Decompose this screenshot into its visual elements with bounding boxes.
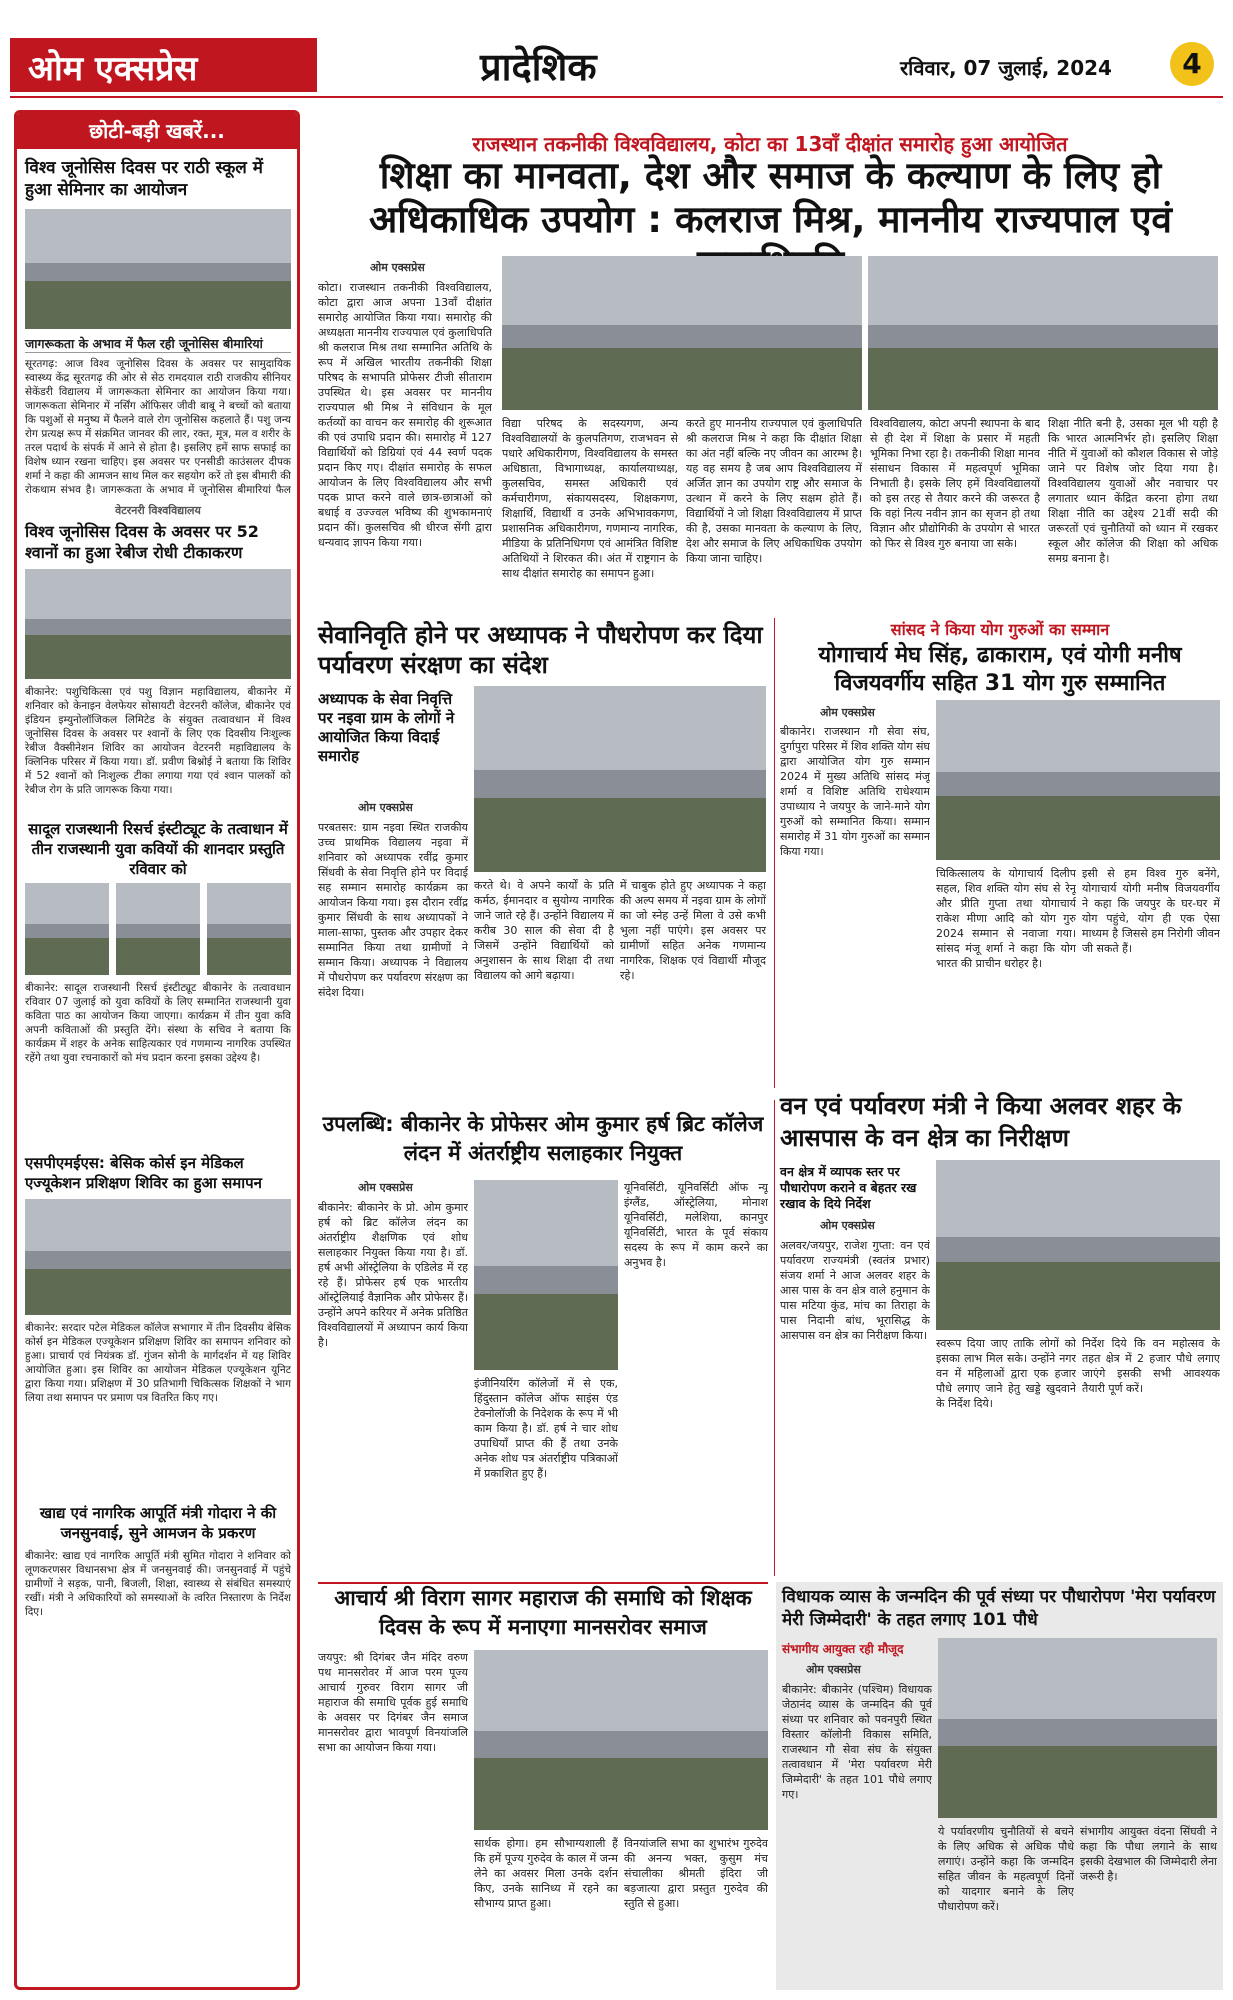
- teacher-col-1: परबतसर: ग्राम नइवा स्थित राजकीय उच्च प्राथमिक विद्यालय नइवा में शनिवार को अध्यापक रवींद्र कुमार सिंधवी के सेवा निवृत्ति होने पर विदाई सह सम्मान समारोह कार्यक्रम का आयोजन किया गया। इस दौरान रवींद्र कुमार सिंधवी के साथ अध्यापकों ने माला-साफा, पुस्तक और उपहार देकर सम्मानित किया तथा ग्रामीणों ने सम्मान किया। अध्यापक ने विद्यालय में पौधरोपण कर पर्यावरण संरक्षण का संदेश दिया।: [318, 821, 468, 999]
- s5-headline: खाद्य एवं नागरिक आपूर्ति मंत्री गोदारा ने की जनसुनवाई, सुने आमजन के प्रकरण: [39, 1504, 277, 1542]
- s4-photo: [25, 1199, 291, 1315]
- london-headline: उपलब्धि: बीकानेर के प्रोफेसर ओम कुमार हर्ष ब्रिट कॉलेज लंदन में अंतर्राष्ट्रीय सलाहकार नियुक्त: [322, 1112, 764, 1165]
- s3-text: बीकानेर: सादूल राजस्थानी रिसर्च इंस्टीट्यूट बीकानेर के तत्वावधान रविवार 07 जुलाई को युवा कवियों के लिए सम्मानित राजस्थानी युवा कविता पाठ का आयोजन किया जाएगा। कार्यक्रम में तीन युवा कवि अपनी कविताओं की प्रस्तुति देंगे। संस्था के सचिव ने बताया कि कार्यक्रम में शहर के अनेक साहित्यकार एवं गणमान्य नागरिक उपस्थित रहेंगे तथा युवा रचनाकारों को मंच प्रदान करना इसका उद्देश्य है।: [25, 982, 291, 1064]
- london-col-1: बीकानेर: बीकानेर के प्रो. ओम कुमार हर्ष को ब्रिट कॉलेज लंदन का अंतर्राष्ट्रीय शैक्षणिक एवं शोध सलाहकार नियुक्त किया गया है। डॉ. हर्ष अभी ऑस्ट्रेलिया के एडिलेड में रह रहे हैं। प्रोफेसर हर्ष एक भारतीय ऑस्ट्रेलियाई वैज्ञानिक और प्रोफेसर हैं। उन्होंने अपने करियर में अनेक प्रतिष्ठित विश्वविद्यालयों में अध्यापन कार्य किया है।: [318, 1201, 468, 1349]
- lead-col-4: विश्वविद्यालय, कोटा अपनी स्थापना के बाद से ही देश में शिक्षा के प्रसार में महती भूमिका निभा रहा है। तकनीकी शिक्षा मानव संसाधन विकास में महत्वपूर्ण भूमिका निभाती है। इसके लिए हमें विश्वविद्यालयों को इस तरह से तैयार करने की जरूरत है कि वहां नित्य नवीन ज्ञान का सृजन हो तथा विज्ञान और प्रौद्योगिकी के उपयोग से भारत को फिर से विश्व गुरु बनाया जा सके।: [870, 417, 1040, 550]
- lead-col-2: विद्या परिषद के सदस्यगण, अन्य विश्वविद्यालयों के कुलपतिगण, राजभवन से पधारे अधिकारीगण, विश्वविद्यालय के समस्त अधिष्ठाता, विभागाध्यक्ष, कार्यालयाध्यक्ष, कुलसचिव, समस्त अधिकारी एवं कर्मचारीगण, संकायसदस्य, शिक्षकगण, शिक्षार्थि, विद्यार्थी व उनके अभिभावकगण, प्रशासनिक अधिकारीगण, गणमान्य नागरिक, मीडिया के प्रतिनिधिगण एवं आमंत्रित विशिष्ट अतिथियों ने शिरकत की। अंत में राष्ट्रगान के साथ दीक्षांत समारोह का समापन हुआ।: [502, 417, 678, 580]
- page-number: 4: [1170, 42, 1214, 86]
- s1-text: सूरतगढ़: आज विश्व जूनोसिस दिवस के अवसर पर सामुदायिक स्वास्थ्य केंद्र सूरतगढ़ की ओर से सेठ रामदयाल राठी राजकीय सीनियर सेकेंडरी विद्यालय में जागरूकता सेमिनार का आयोजन किया गया। जागरूकता सेमिनार में नर्सिंग ऑफिसर जीवी बाबू ने बच्चों को बताया कि पशुओं से मनुष्य में फैलने वाले रोग जूनोसिस कहलाते हैं। पशु जन्य रोग प्रत्यक्ष रूप में संक्रमित जानवर की लार, रक्त, मूत्र, मल व शरीर के तरल पदार्थ के संपर्क में आने से होता है। इसलिए हमें साफ सफाई का विशेष ध्यान रखना चाहिए। इस अवसर पर एनसीडी काउंसलर दीपक शर्मा ने कहा की आमजन साथ मिल कर सहयोग करें तो इस बीमारी की रोकथाम संभव है। जागरूकता के अभाव में जूनोसिस बीमारियां फैल: [25, 358, 291, 496]
- s5-text: बीकानेर: खाद्य एवं नागरिक आपूर्ति मंत्री सुमित गोदारा ने शनिवार को लूणकरणसर विधानसभा क्षेत्र में जनसुनवाई की। जनसुनवाई में पहुंचे ग्रामीणों ने सड़क, पानी, बिजली, शिक्षा, स्वास्थ्य से संबंधित समस्याएं रखीं। मंत्री ने अधिकारियों को समस्याओं के त्वरित निस्तारण के निर्देश दिए।: [25, 1550, 291, 1618]
- london-col-2: इंजीनियरिंग कॉलेजों में से एक, हिंदुस्तान कॉलेज ऑफ साइंस एंड टेक्नोलॉजी के निदेशक के रूप में भी काम किया है। डॉ. हर्ष ने चार शोध उपाधियाँ प्राप्त की हैं तथा उनके अनेक शोध पत्र अंतर्राष्ट्रीय पत्रिकाओं में प्रकाशित हुए हैं।: [474, 1377, 618, 1480]
- plantation-box: [776, 1582, 1223, 1990]
- s1-photo: [25, 209, 291, 329]
- virag-col-1: जयपुर: श्री दिगंबर जैन मंदिर वरुण पथ मानसरोवर में आज परम पूज्य आचार्य गुरुवर विराग सागर जी महाराज की समाधि पूर्वक हुई समाधि के अवसर पर दिगंबर जैन समाज मानसरोवर द्वारा भावपूर्ण विनयांजलि सभा का आयोजन किया गया।: [318, 1651, 468, 1754]
- london-col-3: यूनिवर्सिटी, यूनिवर्सिटी ऑफ न्यू इंग्लैंड, ऑस्ट्रेलिया, मोनाश यूनिवर्सिटी, मलेशिया, कानपुर यूनिवर्सिटी, भारत के पूर्व संकाय सदस्य के रूप में काम करने का अनुभव है।: [624, 1181, 768, 1269]
- yoga-col-3: इसी से हम विश्व गुरु बनेंगे, योगाचार्य योगी मनीष विजयवर्गीय ने कहा कि जयपुर के घर-घर में योग पहुंचे, योग ही एक ऐसा माध्यम है जिससे हम निरोगी जीवन जी सकते हैं।: [1082, 867, 1220, 955]
- s4-text: बीकानेर: सरदार पटेल मेडिकल कॉलेज सभागार में तीन दिवसीय बेसिक कोर्स इन मेडिकल एज्यूकेशन प्रशिक्षण शिविर का समापन शनिवार को हुआ। प्राचार्य एवं नियंत्रक डॉ. गुंजन सोनी के मार्गदर्शन में यह शिविर आयोजित हुआ। इस शिविर का आयोजन मेडिकल एज्यूकेशन यूनिट द्वारा किया गया। प्रशिक्षण में 30 प्रतिभागी चिकित्सक शिक्षकों ने भाग लिया तथा समापन पर प्रमाण पत्र वितरित किए गए।: [25, 1322, 291, 1404]
- yoga-kicker: सांसद ने किया योग गुरुओं का सम्मान: [890, 620, 1110, 639]
- forest-col-1: अलवर/जयपुर, राजेश गुप्ता: वन एवं पर्यावरण राज्यमंत्री (स्वतंत्र प्रभार) संजय शर्मा ने आज अलवर शहर के आस पास के वन क्षेत्र वाले हनुमान के पास मटिया कुंड, मांच का तिराहा के पास निदानी बांध, भूरासिद्ध के आसपास वन क्षेत्र का निरीक्षण किया।: [780, 1239, 930, 1342]
- forest-headline: वन एवं पर्यावरण मंत्री ने किया अलवर शहर के आसपास के वन क्षेत्र का निरीक्षण: [780, 1092, 1182, 1152]
- s2-tag: वेटरनरी विश्वविद्यालय: [115, 504, 201, 517]
- teacher-headline: सेवानिवृति होने पर अध्यापक ने पौधरोपण कर दिया पर्यावरण संरक्षण का संदेश: [318, 621, 763, 679]
- s3-poet-photo-2: [116, 883, 200, 975]
- s2-photo: [25, 569, 291, 679]
- lead-photo-dignitaries: [868, 256, 1218, 410]
- yoga-headline: योगाचार्य मेघ सिंह, ढाकाराम, एवं योगी मनीष विजयवर्गीय सहित 31 योग गुरु सम्मानित: [818, 643, 1182, 696]
- s3-headline: सादूल राजस्थानी रिसर्च इंस्टीट्यूट के तत्वाधान में तीन राजस्थानी युवा कवियों की शानदार प्रस्तुति रविवार को: [28, 820, 288, 878]
- lead-col-3: करते हुए माननीय राज्यपाल एवं कुलाधिपति श्री कलराज मिश्र ने कहा कि दीक्षांत शिक्षा का अंत नहीं बल्कि नए जीवन का आरम्भ है। यह वह समय है जब आप विश्वविद्यालय में अर्जित ज्ञान का उपयोग राष्ट्र और समाज के उत्थान में करने के लिए सक्षम होते हैं। विद्यार्थियों ने जो शिक्षा विश्वविद्यालय में प्राप्त की है, उसका मानवता के कल्याण के लिए, देश और समाज के लिए अधिकाधिक उपयोग किया जाना चाहिए।: [686, 417, 862, 565]
- forest-photo: [936, 1160, 1220, 1330]
- yoga-photo: [936, 700, 1220, 860]
- teacher-col-3: में चाबुक होते हुए अध्यापक ने कहा की अल्प समय में नइवा ग्राम के लोगों का जो स्नेह उन्हें मिला वे उसे कभी भुला नहीं पाएंगे। इस अवसर पर ग्रामीणों सहित अनेक गणमान्य नागरिक, शिक्षक एवं विद्यार्थी मौजूद रहे।: [620, 879, 766, 982]
- forest-subhead: वन क्षेत्र में व्यापक स्तर पर पौधारोपण कराने व बेहतर रख रखाव के दिये निर्देश: [780, 1164, 917, 1211]
- yoga-col-1: बीकानेर। राजस्थान गौ सेवा संघ, दुर्गापुरा परिसर में शिव शक्ति योग संघ द्वारा आयोजित योग गुरु सम्मान 2024 में मुख्य अतिथि सांसद मंजू शर्मा व विशिष्ट अतिथि राधेश्याम उपाध्याय ने जयपुर के जाने-माने योग गुरुओं को सम्मानित किया। सम्मान समारोह में 31 योग गुरुओं का सम्मान किया गया।: [780, 725, 930, 858]
- teacher-byline: ओम एक्सप्रेस: [358, 801, 413, 814]
- yoga-byline: ओम एक्सप्रेस: [820, 706, 875, 719]
- masthead-rule: [10, 96, 1223, 98]
- column-divider: [774, 618, 775, 1088]
- s2-headline: विश्व जूनोसिस दिवस के अवसर पर 52 श्वानों का हुआ रेबीज रोधी टीकाकरण: [25, 522, 259, 562]
- s3-poet-photo-1: [25, 883, 109, 975]
- plantation-col-2: ये पर्यावरणीय चुनौतियों से बचने के लिए अधिक से अधिक पौधे लगाएं। उन्होंने कहा कि जन्मदिन सहित जीवन के महत्वपूर्ण दिनों को यादगार बनाने के लिए पौधारोपण करें।: [938, 1825, 1074, 1913]
- section-title: प्रादेशिक: [480, 45, 597, 89]
- issue-date: रविवार, 07 जुलाई, 2024: [900, 56, 1112, 80]
- virag-col-2: सार्थक होगा। हम सौभाग्यशाली हैं कि हमें पूज्य गुरुदेव के काल में जन्म लेने का अवसर मिला उनके दर्शन किए, उनके सानिध्य में रहने का सौभाग्य प्राप्त हुआ।: [474, 1837, 618, 1910]
- teacher-subhead: अध्यापक के सेवा निवृत्ति पर नइवा ग्राम के लोगों ने आयोजित किया विदाई समारोह: [318, 690, 455, 765]
- column-divider: [774, 1100, 775, 1576]
- lead-photo-graduates: [502, 256, 862, 410]
- plantation-col-1: बीकानेर: बीकानेर (पश्चिम) विधायक जेठानंद व्यास के जन्मदिन की पूर्व संध्या पर शनिवार को पवनपुरी स्थित विस्तार कॉलोनी विकास समिति, राजस्थान गौ सेवा संघ के संयुक्त तत्वावधान में 'मेरा पर्यावरण मेरी जिम्मेदारी' के तहत 101 पौधे लगाए गए।: [782, 1683, 932, 1801]
- masthead: [10, 38, 1223, 92]
- lead-kicker: राजस्थान तकनीकी विश्वविद्यालय, कोटा का 13वाँ दीक्षांत समारोह हुआ आयोजित: [472, 132, 1068, 156]
- plantation-headline: विधायक व्यास के जन्मदिन की पूर्व संध्या पर पौधारोपण 'मेरा पर्यावरण मेरी जिम्मेदारी' के तहत लगाए 101 पौधे: [782, 1587, 1216, 1630]
- london-byline: ओम एक्सप्रेस: [358, 1181, 413, 1194]
- virag-headline: आचार्य श्री विराग सागर महाराज की समाधि को शिक्षक दिवस के रूप में मनाएगा मानसरोवर समाज: [318, 1582, 768, 1642]
- lead-headline: शिक्षा का मानवता, देश और समाज के कल्याण के लिए हो अधिकाधिक उपयोग : कलराज मिश्र, माननीय राज्यपाल एवं: [368, 154, 1172, 241]
- virag-col-3: विनयांजलि सभा का शुभारंभ गुरुदेव की अनन्य भक्त, कुसुम मंच संचालीका श्रीमती इंदिरा जी बड़जात्या द्वारा प्रस्तुत गुरुदेव की स्तुति से हुआ।: [624, 1837, 768, 1910]
- london-portrait: [474, 1180, 618, 1370]
- plantation-photo: [938, 1638, 1217, 1818]
- yoga-col-2: चिकित्सालय के योगाचार्य दिलीप सहल, शिव शक्ति योग संघ से रेनू और प्रीति गुप्ता तथा योगाचार्य राकेश मीणा आदि को योग गुरु 2024 सम्मान से नवाजा गया। सांसद मंजू शर्मा ने कहा कि योग भारत की प्राचीन धरोहर है।: [936, 867, 1076, 970]
- s2-text: बीकानेर: पशुचिकित्सा एवं पशु विज्ञान महाविद्यालय, बीकानेर में शनिवार को केनाइन वेलफेयर सोसायटी वेटरनरी कॉलेज, बीकानेर एवं इंडियन इम्युनोलॉजिकल लिमिटेड के संयुक्त तत्वावधान में विश्व जूनोसिस दिवस के अवसर पर श्वानों के लिए एक दिवसीय निःशुल्क रेबीज वैक्सीनेशन शिविर का आयोजन वेटरनरी महाविद्यालय के क्लिनिक परिसर में किया गया। डॉ. प्रवीण बिश्नोई ने बताया कि शिविर में 52 श्वानों को निःशुल्क टीका लगाया गया एवं श्वान पालकों को रेबीज रोग के प्रति जागरूक किया गया।: [25, 686, 291, 796]
- forest-byline: ओम एक्सप्रेस: [820, 1219, 875, 1232]
- lead-byline: ओम एक्सप्रेस: [370, 261, 425, 274]
- teacher-col-2: करते थे। वे अपने कार्यों के प्रति कर्मठ, ईमानदार व सुयोग्य नागरिक जाने जाते रहे हैं। उन्होंने विद्यालय में करीब 30 साल की सेवा दी है जिसमें उन्होंने विद्यार्थियों को अनुशासन के साथ शिक्षा दी तथा विद्यालय को आगे बढ़ाया।: [474, 879, 614, 982]
- plantation-byline: ओम एक्सप्रेस: [806, 1663, 861, 1676]
- newspaper-brand: ओम एक्सप्रेस: [10, 38, 317, 92]
- short-news-column: [14, 110, 300, 1990]
- short-news-banner: छोटी-बड़ी खबरें...: [17, 113, 297, 149]
- plantation-col-3: संभागीय आयुक्त वंदना सिंघवी ने कहा कि पौधा लगाने के साथ इसकी देखभाल की जिम्मेदारी लेना जरूरी है।: [1080, 1825, 1217, 1883]
- forest-col-2: स्वरूप दिया जाए ताकि लोगों को इसका लाभ मिल सके। उन्होंने नगर वन में महिलाओं द्वारा एक हजार पौधे लगाए जाने हेतु खड्डे खुदवाने के निर्देश दिये।: [936, 1337, 1076, 1410]
- teacher-photo: [474, 686, 766, 872]
- s3-poet-photo-3: [207, 883, 291, 975]
- lead-col-1: कोटा। राजस्थान तकनीकी विश्वविद्यालय, कोटा द्वारा आज अपना 13वाँ दीक्षांत समारोह आयोजित किया गया। समारोह की अध्यक्षता माननीय राज्यपाल एवं कुलाधिपति श्री कलराज मिश्र तथा सम्मानित अतिथि के रूप में अखिल भारतीय तकनीकी शिक्षा परिषद के सभापति प्रोफेसर टीजी सीताराम उपस्थित थे। इस अवसर पर माननीय राज्यपाल श्री मिश्र ने संविधान के मूल कर्तव्यों का वाचन कर समारोह की शुरूआत की एवं उपाधि प्रदान की। समारोह में 127 विद्यार्थियों को डिग्रियां एवं 44 स्वर्ण पदक प्रदान किए गए। दीक्षांत समारोह के सफल आयोजन के लिए विश्वविद्यालय और सभी पदक प्राप्त करने वाले छात्र-छात्राओं को बधाई व उज्ज्वल भविष्य की शुभकामनाएं प्रदान कीं। कुलसचिव श्री धीरज सेंगी द्वारा धन्यवाद ज्ञापन किया गया।: [318, 281, 492, 549]
- s4-headline: एसपीएमईएस: बेसिक कोर्स इन मेडिकल एज्यूकेशन प्रशिक्षण शिविर का हुआ समापन: [25, 1154, 262, 1192]
- lead-col-5: शिक्षा नीति बनी है, उसका मूल भी यही है कि भारत आत्मनिर्भर हो। इसलिए शिक्षा नीति में युवाओं को कौशल विकास से जोड़े जाने पर विशेष जोर दिया गया है। विश्वविद्यालय युवाओं और नवाचार पर लगातार ध्यान केंद्रित करना होगा तथा शिक्षा नीति का उद्देश्य 21वीं सदी की जरूरतों एवं चुनौतियों को ध्यान में रखकर स्कूल और कॉलेज की शिक्षा को अधिक समग्र बनाना है।: [1048, 417, 1218, 565]
- plantation-subhead: संभागीय आयुक्त रही मौजूद: [782, 1642, 904, 1656]
- s1-subhead: जागरूकता के अभाव में फैल रही जूनोसिस बीमारियां: [25, 335, 291, 353]
- forest-col-3: निर्देश दिये कि वन महोत्सव के तहत क्षेत्र में 2 हजार पौधे लगाए जाएंगे इसकी सभी आवश्यक तैयारी पूर्ण करें।: [1082, 1337, 1220, 1395]
- s1-headline: विश्व जूनोसिस दिवस पर राठी स्कूल में हुआ सेमिनार का आयोजन: [25, 158, 263, 200]
- virag-photo: [474, 1650, 768, 1830]
